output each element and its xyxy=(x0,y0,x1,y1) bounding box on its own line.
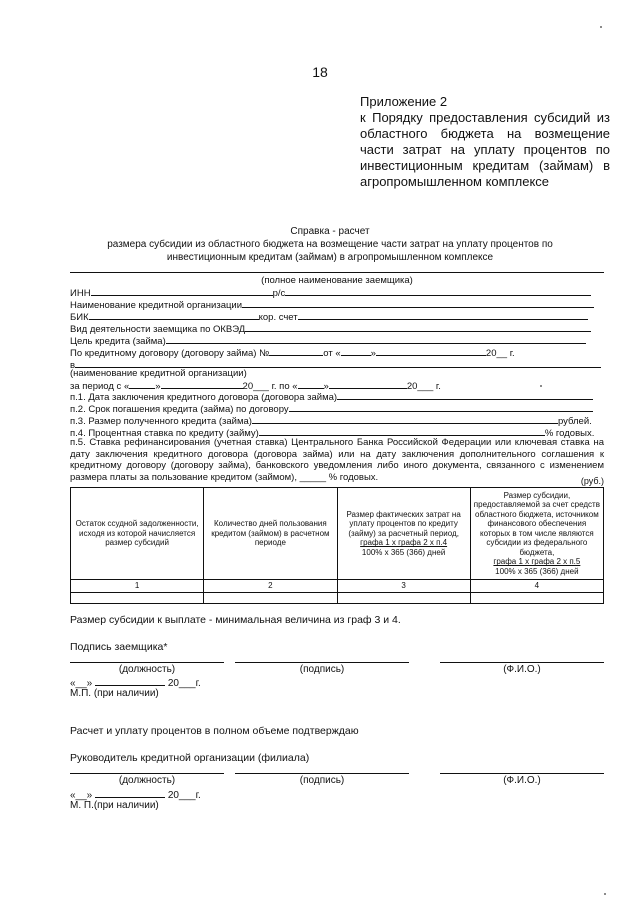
bank-fio-label: (Ф.И.О.) xyxy=(503,775,541,786)
borrower-position-line xyxy=(70,662,224,663)
table-header-col3: Размер фактических затрат на уплату процентов по кредиту (займу) за расчетный период, графа 1 х графа 2 х п.4 100% х 365 (366) дней xyxy=(337,488,470,580)
table-header-col4: Размер субсидии, предоставляемой за счет средств областного бюджета, источником финансового обеспечения которых в том числе являются субсидии из федерального бюджета, графа 1 х графа 2 х п.5 100% х 365 (366) дней xyxy=(470,488,603,580)
bank-fio-line xyxy=(440,773,604,774)
bank-signature-line xyxy=(235,773,409,774)
title-line: размера субсидии из областного бюджета на возмещение части затрат на уплату процентов по xyxy=(107,239,553,250)
scan-speck xyxy=(540,385,542,387)
table-cell[interactable] xyxy=(204,592,337,603)
borrower-name-caption: (полное наименование заемщика) xyxy=(261,275,413,286)
borrower-date-day: «__» xyxy=(70,678,93,689)
contract-row: По кредитному договору (договору займа) № от « » 20__ г. xyxy=(70,348,515,359)
scan-speck xyxy=(604,893,606,895)
period-from-label: за период с « xyxy=(70,381,130,392)
borrower-mp: М.П. (при наличии) xyxy=(70,688,159,699)
borrower-signature-line xyxy=(235,662,409,663)
bank-position-label: (должность) xyxy=(118,775,176,786)
in-label: в xyxy=(70,360,76,371)
summary-text: Размер субсидии к выплате - минимальная величина из граф 3 и 4. xyxy=(70,614,401,626)
p5-paragraph: п.5. Ставка рефинансирования (учетная ставка) Центрального Банка Российской Федерации или ключевая ставка на дату заключения кредитного договора (договора займа) или на дату заключения дополнительного соглашения к кредитному договору (договору займа), банковского уведомления либо иного документа, связанного с изменением размера платы за пользование кредитом (займом), _____ % годовых. xyxy=(70,437,604,483)
appendix-line: агропромышленном комплексе xyxy=(360,174,550,189)
appendix-line: инвестиционным кредитам (займам) в xyxy=(360,158,610,173)
period-end: 20___ г. xyxy=(406,381,441,392)
borrower-fio-line xyxy=(440,662,604,663)
p3-label: п.3. Размер полученного кредита (займа) xyxy=(70,416,252,427)
p2-label: п.2. Срок погашения кредита (займа) по договору xyxy=(70,404,289,415)
currency-unit: (руб.) xyxy=(580,476,604,486)
table-header-col2: Количество дней пользования кредитом (займом) в расчетном периоде xyxy=(204,488,337,580)
document-title xyxy=(60,225,600,264)
bank-name-label: Наименование кредитной организации xyxy=(70,300,243,311)
borrower-fio-label: (Ф.И.О.) xyxy=(503,664,541,675)
title-line: инвестиционным кредитам (займам) в агропромышленном комплексе xyxy=(166,252,494,263)
table-cell[interactable] xyxy=(337,592,470,603)
contract-label: По кредитному договору (договору займа) № xyxy=(70,348,270,359)
okved-label: Вид деятельности заемщика по ОКВЭД xyxy=(70,324,246,335)
col4-formula: графа 1 х графа 2 х п.5 xyxy=(493,557,581,567)
appendix-line: части затрат на уплату процентов по xyxy=(360,142,610,157)
table-col-number: 1 xyxy=(71,580,204,593)
title-line: Справка - расчет xyxy=(290,226,370,237)
page-number: 18 xyxy=(312,64,328,80)
table-header-col1: Остаток ссудной задолженности, исходя из которой начисляется размер субсидий xyxy=(71,488,204,580)
col3-formula: графа 1 х графа 2 х п.4 xyxy=(360,538,448,548)
kor-label: кор. счет xyxy=(258,312,298,323)
borrower-date-year: 20___г. xyxy=(167,678,201,689)
appendix-line: областного бюджета на возмещение xyxy=(360,126,610,141)
table-cell[interactable] xyxy=(470,592,603,603)
contract-from-label: от « xyxy=(323,348,341,359)
appendix-line: к Порядку предоставления субсидий из xyxy=(360,110,610,125)
p4-label: п.4. Процентная ставка по кредиту (займу) xyxy=(70,428,259,439)
bank-position-line xyxy=(70,773,224,774)
table-col-number: 4 xyxy=(470,580,603,593)
bank-sign-heading: Руководитель кредитной организации (филиала) xyxy=(70,752,310,764)
bank-date-year: 20___г. xyxy=(167,790,201,801)
bik-label: БИК xyxy=(70,312,89,323)
p4-unit: % годовых. xyxy=(544,428,595,439)
table-col-number: 2 xyxy=(204,580,337,593)
calculation-table xyxy=(70,487,604,604)
bank-mp: М. П.(при наличии) xyxy=(70,800,159,811)
period-mid-label: 20___ г. по « xyxy=(242,381,298,392)
scan-speck xyxy=(600,26,602,28)
contract-year: 20__ г. xyxy=(485,348,515,359)
borrower-name-line xyxy=(70,272,604,273)
bank-signature-label: (подпись) xyxy=(299,775,345,786)
borrower-position-label: (должность) xyxy=(118,664,176,675)
confirm-text: Расчет и уплату процентов в полном объеме подтверждаю xyxy=(70,725,359,737)
p1-label: п.1. Дата заключения кредитного договора (договора займа) xyxy=(70,392,338,403)
inn-label: ИНН xyxy=(70,288,91,299)
p3-unit: рублей. xyxy=(557,416,592,427)
appendix-header xyxy=(360,94,610,190)
table-cell[interactable] xyxy=(71,592,204,603)
borrower-sign-heading: Подпись заемщика* xyxy=(70,641,168,653)
rs-label: р/с xyxy=(272,288,286,299)
appendix-title: Приложение 2 xyxy=(360,94,448,109)
table-col-number: 3 xyxy=(337,580,470,593)
borrower-signature-label: (подпись) xyxy=(299,664,345,675)
period-row: за период с « » 20___ г. по « » 20___ г. xyxy=(70,381,441,392)
purpose-label: Цель кредита (займа) xyxy=(70,336,166,347)
bank-date-day: «__» xyxy=(70,790,93,801)
bank-caption: (наименование кредитной организации) xyxy=(70,368,247,379)
